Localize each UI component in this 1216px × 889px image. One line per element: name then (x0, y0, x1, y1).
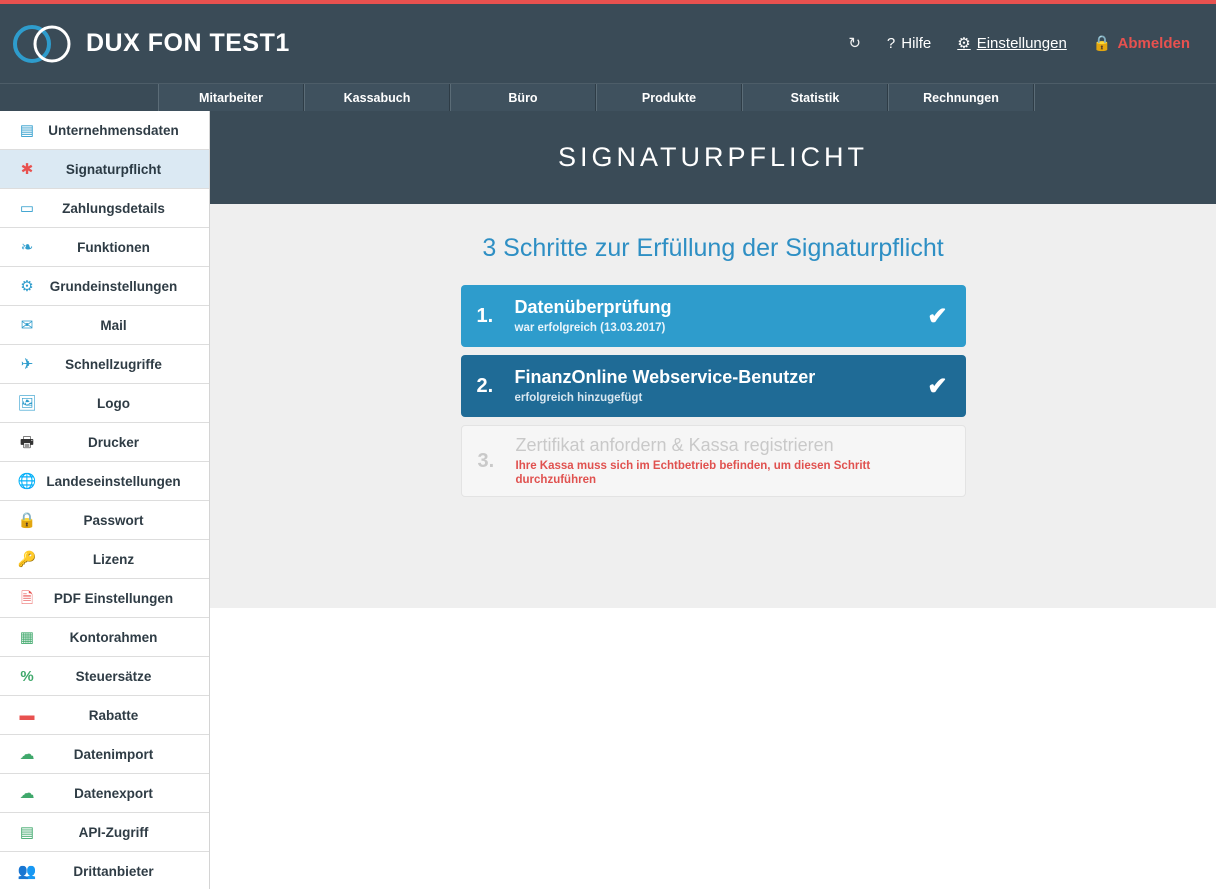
credit-card-icon: ▭ (19, 199, 35, 217)
main-navbar (0, 83, 1216, 111)
sidebar-item-label: Datenimport (73, 746, 154, 762)
page-title: SIGNATURPFLICHT (557, 142, 868, 172)
sidebar-item-label: Drucker (87, 434, 140, 450)
sidebar-item-label: Passwort (83, 512, 144, 528)
main-content (210, 111, 1216, 889)
sidebar-item-label: Drittanbieter (73, 863, 154, 879)
help-label: Hilfe (901, 35, 932, 52)
cloud-upload-icon: ☁ (19, 784, 35, 802)
sidebar-item-label: Landeseinstellungen (46, 473, 181, 489)
sidebar-item-datenexport[interactable] (0, 774, 209, 813)
step-3-zertifikat-anfordern (461, 425, 966, 497)
sidebar-item-zahlungsdetails[interactable] (0, 189, 209, 228)
navbar-spacer (0, 84, 158, 111)
app-header (0, 4, 1216, 83)
step-title: FinanzOnline Webservice-Benutzer (514, 367, 816, 388)
body-wrapper (0, 111, 1216, 889)
header-actions (848, 35, 1198, 52)
sidebar-item-drucker[interactable] (0, 423, 209, 462)
nav-item-produkte[interactable]: Produkte (596, 84, 742, 111)
sidebar-item-logo[interactable] (0, 384, 209, 423)
sidebar-item-lizenz[interactable] (0, 540, 209, 579)
sidebar-item-funktionen[interactable] (0, 228, 209, 267)
envelope-icon: ✉ (20, 316, 34, 334)
sidebar-item-label: PDF Einstellungen (53, 590, 174, 606)
sidebar-item-label: Steuersätze (75, 668, 152, 684)
step-number: 1. (476, 304, 494, 327)
logout-button[interactable] (1093, 35, 1190, 52)
lock-icon: 🔒 (1092, 35, 1112, 52)
sidebar-item-pdf-einstellungen[interactable] (0, 579, 209, 618)
sidebar-item-schnellzugriffe[interactable] (0, 345, 209, 384)
sidebar-item-datenimport[interactable] (0, 735, 209, 774)
key-icon: 🔑 (17, 550, 37, 568)
sidebar-item-label: Funktionen (77, 239, 150, 255)
asterisk-icon: ✱ (20, 160, 34, 178)
cloud-download-icon: ☁ (19, 745, 35, 763)
sidebar-item-label: API-Zugriff (78, 824, 149, 840)
sidebar-item-label: Signaturpflicht (65, 161, 162, 177)
sidebar-item-mail[interactable] (0, 306, 209, 345)
image-icon: 🖼 (17, 394, 37, 412)
sidebar-item-label: Rabatte (88, 707, 139, 723)
steps-list (461, 285, 966, 497)
globe-icon: 🌐 (17, 472, 37, 490)
step-title: Datenüberprüfung (514, 297, 672, 318)
page-title-bar (210, 111, 1216, 204)
infinity-logo-icon (10, 18, 72, 70)
check-icon: ✔ (927, 372, 948, 400)
sidebar (0, 111, 210, 889)
step-subtitle: erfolgreich hinzugefügt (514, 391, 643, 404)
sidebar-item-grundeinstellungen[interactable] (0, 267, 209, 306)
sidebar-item-label: Grundeinstellungen (49, 278, 178, 294)
printer-icon: 🖶 (19, 433, 35, 451)
sidebar-item-signaturpflicht[interactable] (0, 150, 209, 189)
step-number: 2. (476, 374, 494, 397)
users-icon: 👥 (17, 862, 37, 880)
sidebar-item-landeseinstellungen[interactable] (0, 462, 209, 501)
step-1-datenueberpruefung[interactable] (461, 285, 966, 347)
step-title: Zertifikat anfordern & Kassa registrieren (515, 435, 834, 455)
navbar-filler (1034, 84, 1216, 111)
nav-item-buero[interactable]: Büro (450, 84, 596, 111)
sidebar-item-label: Unternehmensdaten (48, 122, 179, 138)
question-mark-icon: ? (886, 35, 896, 52)
pdf-file-icon: 🗎 (20, 589, 34, 607)
table-icon: ▦ (19, 628, 35, 646)
sidebar-item-label: Zahlungsdetails (62, 200, 165, 216)
nav-item-statistik[interactable]: Statistik (742, 84, 888, 111)
sidebar-item-passwort[interactable] (0, 501, 209, 540)
step-2-finanzonline-webservice-benutzer[interactable] (461, 355, 966, 417)
percent-icon: % (20, 667, 34, 685)
step-subtitle: war erfolgreich (13.03.2017) (514, 321, 666, 334)
content-bottom-filler (210, 608, 1216, 889)
gear-icon: ⚙ (957, 35, 971, 52)
plane-icon: ✈ (20, 355, 34, 373)
settings-label: Einstellungen (976, 35, 1067, 52)
lock-icon: 🔒 (17, 511, 37, 529)
sidebar-item-label: Kontorahmen (69, 629, 158, 645)
gears-icon: ⚙ (20, 277, 34, 295)
sidebar-item-drittanbieter[interactable] (0, 852, 209, 889)
sidebar-item-steuersaetze[interactable] (0, 657, 209, 696)
nav-item-rechnungen[interactable]: Rechnungen (888, 84, 1034, 111)
step-subtitle: Ihre Kassa muss sich im Echtbetrieb befinden, um diesen Schritt durchzuführen (515, 459, 871, 487)
refresh-icon: ↻ (848, 35, 861, 52)
section-title: 3 Schritte zur Erfüllung der Signaturpflicht (482, 234, 944, 262)
settings-button[interactable] (957, 35, 1067, 52)
sidebar-item-label: Lizenz (92, 551, 135, 567)
sidebar-item-label: Mail (100, 317, 127, 333)
step-number: 3. (477, 449, 495, 472)
help-button[interactable] (887, 35, 931, 52)
check-icon: ✔ (927, 302, 948, 330)
sidebar-item-label: Schnellzugriffe (65, 356, 162, 372)
content-panel (210, 204, 1216, 608)
nav-item-kassabuch[interactable]: Kassabuch (304, 84, 450, 111)
leaf-icon: ❧ (20, 238, 34, 256)
sidebar-item-rabatte[interactable] (0, 696, 209, 735)
sidebar-item-unternehmensdaten[interactable] (0, 111, 209, 150)
sidebar-item-api-zugriff[interactable] (0, 813, 209, 852)
logout-label: Abmelden (1117, 35, 1190, 52)
refresh-button[interactable] (848, 36, 861, 51)
server-icon: ▤ (19, 823, 35, 841)
brand-name: DUX FON TEST1 (86, 29, 290, 57)
sidebar-item-kontorahmen[interactable] (0, 618, 209, 657)
minus-icon: ▬ (19, 706, 35, 724)
nav-item-mitarbeiter[interactable]: Mitarbeiter (158, 84, 304, 111)
brand (10, 18, 290, 70)
sidebar-item-label: Datenexport (74, 785, 153, 801)
database-icon: ▤ (19, 121, 35, 139)
sidebar-item-label: Logo (97, 395, 130, 411)
